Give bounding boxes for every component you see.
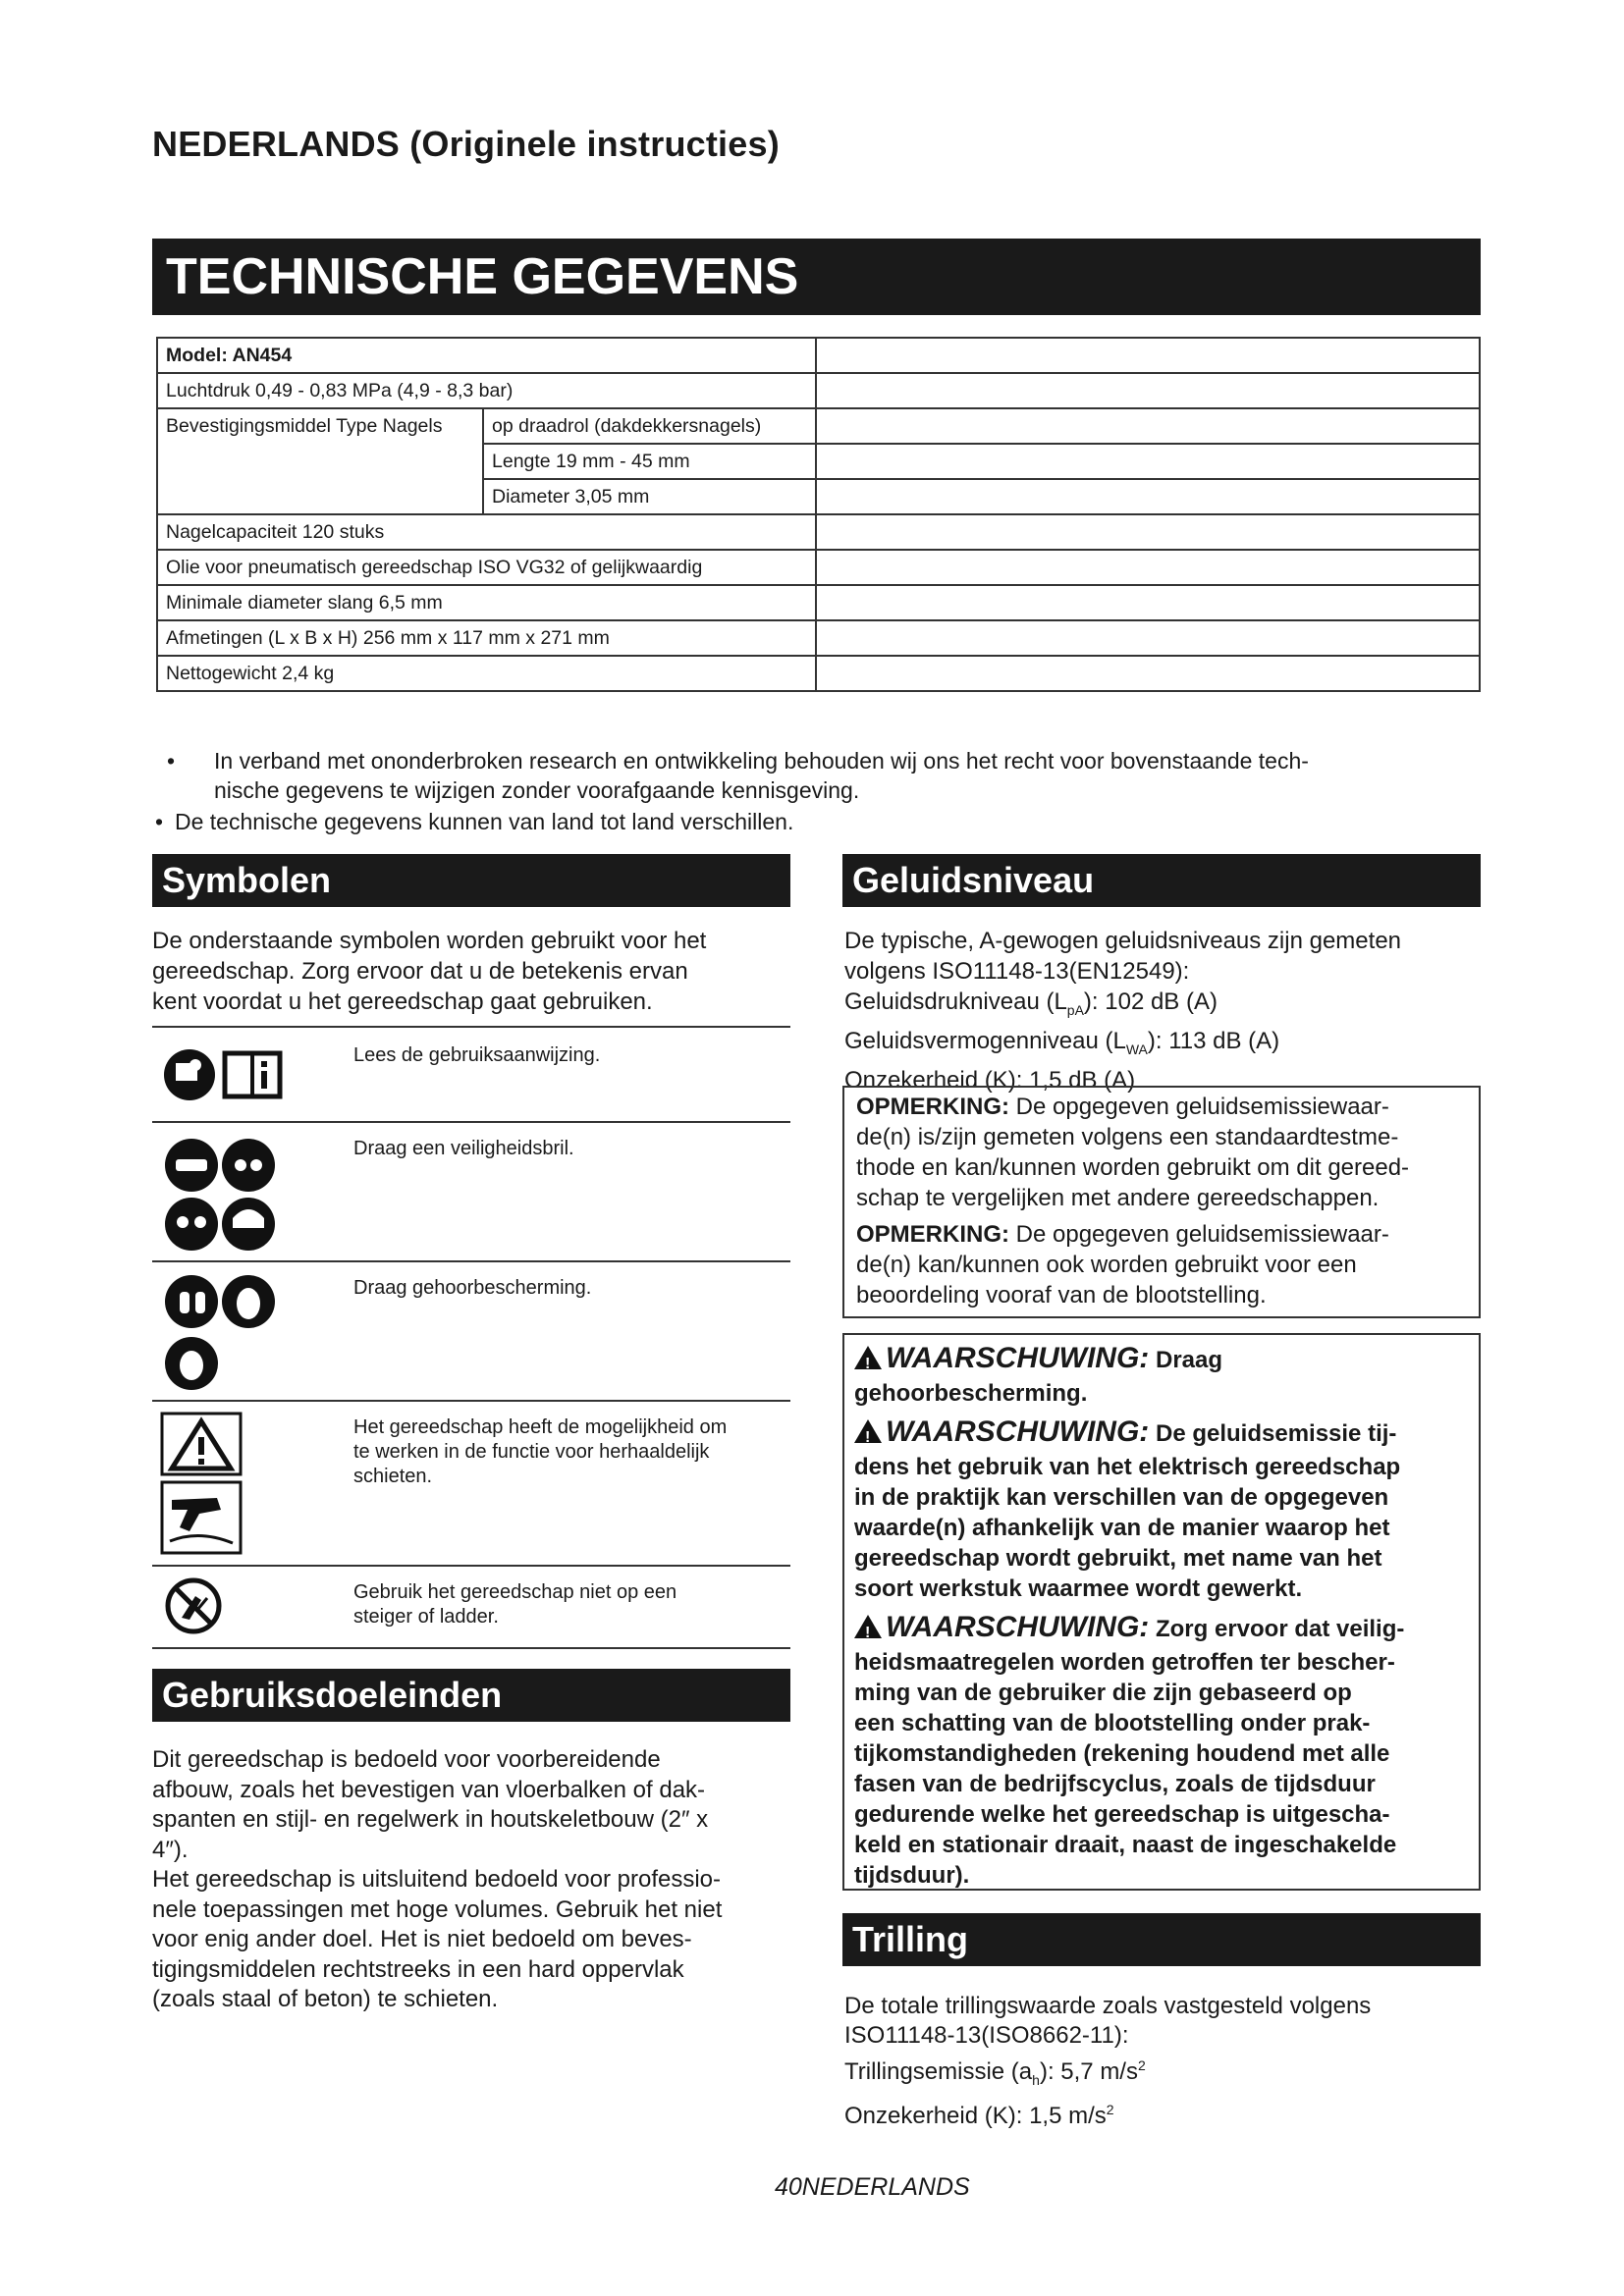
symbol-text-1: Gebruik het gereedschap niet op een <box>353 1581 677 1603</box>
noise-heading: Geluidsniveau <box>842 854 1481 907</box>
model-cell: Model: AN454 <box>157 338 816 373</box>
table-row <box>157 479 1480 514</box>
spec-table <box>156 337 1481 692</box>
empty-cell <box>816 373 1480 408</box>
text-line: een schatting van de blootstelling onder prak- <box>854 1710 1371 1736</box>
text-line: heidsmaatregelen worden getroffen ter bescher- <box>854 1649 1395 1676</box>
sound-power-level: Geluidsvermogenniveau $(L_{WA})$: 113 dB (A) <box>844 1027 1280 1057</box>
text-line: De geluidsemissie tij- <box>1149 1420 1397 1447</box>
capacity-cell: Nagelcapaciteit 120 stuks <box>157 514 816 550</box>
vibration-text <box>844 1992 1371 2131</box>
empty-cell <box>816 514 1480 550</box>
text-line: 4″). <box>152 1836 189 1863</box>
tech-note-1b: nische gegevens te wijzigen zonder voorafgaande kennisgeving. <box>214 777 860 803</box>
warning-icon <box>854 1615 882 1638</box>
table-row <box>157 620 1480 656</box>
text-line: de(n) kan/kunnen ook worden gebruikt voor een <box>856 1252 1357 1278</box>
no-ladder-icon <box>162 1575 231 1639</box>
hearing-protection-icon <box>162 1272 309 1395</box>
page-number: 40NEDERLANDS <box>775 2173 970 2201</box>
warning-label: WAARSCHUWING: <box>886 1342 1150 1374</box>
text-line: De opgegeven geluidsemissiewaar- <box>1009 1094 1389 1120</box>
table-row <box>157 656 1480 691</box>
hose-cell: Minimale diameter slang 6,5 mm <box>157 585 816 620</box>
tech-data-heading: TECHNISCHE GEGEVENS <box>152 239 1481 315</box>
text-line: gereedschap wordt gebruikt, met name van het <box>854 1545 1382 1572</box>
symbol-row <box>152 1121 790 1262</box>
empty-cell <box>816 479 1480 514</box>
noise-uncertainty: Onzekerheid (K): 1,5 dB (A) <box>844 1066 1136 1094</box>
symbol-row <box>152 1565 790 1649</box>
empty-cell <box>157 444 483 479</box>
text-line: De totale trillingswaarde zoals vastgesteld volgens <box>844 1993 1372 2019</box>
warning-label: WAARSCHUWING: <box>886 1611 1150 1643</box>
table-row <box>157 550 1480 585</box>
symbol-row <box>152 1400 790 1567</box>
language-title: NEDERLANDS (Originele instructies) <box>152 124 780 164</box>
symbols-intro-1: De onderstaande symbolen worden gebruikt voor het <box>152 928 707 954</box>
read-manual-icon <box>162 1041 309 1110</box>
text-line: Zorg ervoor dat veilig- <box>1149 1616 1405 1642</box>
table-row <box>157 408 1480 444</box>
oil-cell: Olie voor pneumatisch gereedschap ISO VG32 of gelijkwaardig <box>157 550 816 585</box>
tech-note-2: De technische gegevens kunnen van land tot land verschillen. <box>175 809 794 834</box>
text-line: Draag <box>1149 1347 1223 1373</box>
symbols-heading: Symbolen <box>152 854 790 907</box>
note-label: OPMERKING: <box>856 1221 1009 1248</box>
length-cell: Lengte 19 mm - 45 mm <box>483 444 816 479</box>
text-line: in de praktijk kan verschillen van de opgegeven <box>854 1484 1389 1511</box>
text-line: nele toepassingen met hoge volumes. Gebruik het niet <box>152 1896 723 1923</box>
text-line: (zoals staal of beton) te schieten. <box>152 1986 499 2012</box>
empty-cell <box>816 408 1480 444</box>
empty-cell <box>816 444 1480 479</box>
text-line: ming van de gebruiker die zijn gebaseerd op <box>854 1680 1352 1706</box>
text-line: schap te vergelijken met andere gereedschappen. <box>856 1185 1380 1211</box>
text-line: gehoorbescherming. <box>854 1380 1088 1407</box>
text-line: spanten en stijl- en regelwerk in houtskeletbouw (2″ x <box>152 1806 709 1833</box>
text-line: beoordeling vooraf van de blootstelling. <box>856 1282 1267 1308</box>
tech-note-1: In verband met ononderbroken research en ontwikkeling behouden wij ons het recht voor bovenstaande tech- <box>214 748 1309 774</box>
text-line: Dit gereedschap is bedoeld voor voorbereidende <box>152 1746 661 1773</box>
air-pressure-cell: Luchtdruk 0,49 - 0,83 MPa (4,9 - 8,3 bar) <box>157 373 816 408</box>
text-line: gedurende welke het gereedschap is uitgescha- <box>854 1801 1390 1828</box>
text-line: afbouw, zoals het bevestigen van vloerbalken of dak- <box>152 1776 706 1803</box>
vibration-heading: Trilling <box>842 1913 1481 1966</box>
text-line: dens het gebruik van het elektrisch gereedschap <box>854 1454 1401 1480</box>
vibration-uncertainty: Onzekerheid (K): 1,5 $m/s^2$ <box>844 2101 1114 2129</box>
symbol-text: Lees de gebruiksaanwijzing. <box>353 1044 601 1066</box>
fastener-type-cell: op draadrol (dakdekkersnagels) <box>483 408 816 444</box>
text-line: tijkomstandigheden (rekening houdend met alle <box>854 1740 1390 1767</box>
text-line: keld en stationair draait, naast de ingeschakelde <box>854 1832 1397 1858</box>
symbols-intro-2: gereedschap. Zorg ervoor dat u de betekenis ervan <box>152 958 688 985</box>
text-line: thode en kan/kunnen worden gebruikt om dit gereed- <box>856 1154 1410 1181</box>
note-label: OPMERKING: <box>856 1094 1009 1120</box>
text-line: voor enig ander doel. Het is niet bedoeld om beves- <box>152 1926 692 1952</box>
symbol-text-2: te werken in de functie voor herhaaldelijk <box>353 1441 710 1463</box>
table-row <box>157 585 1480 620</box>
table-row <box>157 444 1480 479</box>
warning-repeated-fire-icon <box>160 1412 248 1559</box>
symbol-text: Draag gehoorbescherming. <box>353 1277 592 1299</box>
text-line: volgens ISO11148-13(EN12549): <box>844 958 1190 985</box>
text-line: fasen van de bedrijfscyclus, zoals de tijdsduur <box>854 1771 1376 1797</box>
noise-note-box <box>842 1086 1481 1318</box>
diameter-cell: Diameter 3,05 mm <box>483 479 816 514</box>
symbol-row <box>152 1028 790 1123</box>
text-line: ISO11148-13(ISO8662-11): <box>844 2022 1129 2049</box>
empty-cell <box>816 620 1480 656</box>
text-line: tigingsmiddelen rechtstreeks in een hard oppervlak <box>152 1955 684 1983</box>
fastener-label-cell: Bevestigingsmiddel Type Nagels <box>157 408 483 444</box>
noise-text <box>844 926 1401 1095</box>
warning-icon <box>854 1419 882 1443</box>
weight-cell: Nettogewicht 2,4 kg <box>157 656 816 691</box>
empty-cell <box>816 585 1480 620</box>
text-line: Het gereedschap is uitsluitend bedoeld voor professio- <box>152 1866 722 1893</box>
text-line: tijdsduur). <box>854 1862 970 1889</box>
empty-cell <box>157 479 483 514</box>
intended-use-heading: Gebruiksdoeleinden <box>152 1669 790 1722</box>
text-line: De opgegeven geluidsemissiewaar- <box>1009 1221 1389 1248</box>
text-line: waarde(n) afhankelijk van de manier waarop het <box>854 1515 1390 1541</box>
intended-use-text <box>152 1745 722 2015</box>
warnings-box <box>842 1333 1481 1891</box>
safety-glasses-icon <box>162 1136 309 1254</box>
dimensions-cell: Afmetingen (L x B x H) 256 mm x 117 mm x 271 mm <box>157 620 816 656</box>
table-row <box>157 373 1480 408</box>
warning-icon <box>854 1346 882 1369</box>
text-line: soort werkstuk waarmee wordt gewerkt. <box>854 1575 1303 1602</box>
text-line: De typische, A-gewogen geluidsniveaus zijn gemeten <box>844 928 1402 954</box>
sound-pressure-level: Geluidsdrukniveau $(L_{pA})$: 102 dB (A) <box>844 988 1218 1018</box>
table-row <box>157 338 1480 373</box>
vibration-emission: Trillingsemissie $(a_h)$: 5,7 $m/s^2$ <box>844 2057 1146 2088</box>
table-row <box>157 514 1480 550</box>
bullet-icon: • <box>155 809 164 834</box>
text-line: de(n) is/zijn gemeten volgens een standaardtestme- <box>856 1124 1399 1150</box>
symbols-intro-3: kent voordat u het gereedschap gaat gebruiken. <box>152 988 653 1015</box>
warning-label: WAARSCHUWING: <box>886 1415 1150 1448</box>
empty-cell <box>816 338 1480 373</box>
symbol-row <box>152 1260 790 1402</box>
empty-cell <box>816 550 1480 585</box>
empty-cell <box>816 656 1480 691</box>
bullet-icon: • <box>167 748 176 774</box>
symbol-text-2: steiger of ladder. <box>353 1606 499 1628</box>
symbol-text-1: Het gereedschap heeft de mogelijkheid om <box>353 1416 728 1438</box>
symbol-text: Draag een veiligheidsbril. <box>353 1138 574 1159</box>
symbol-text-3: schieten. <box>353 1466 433 1487</box>
